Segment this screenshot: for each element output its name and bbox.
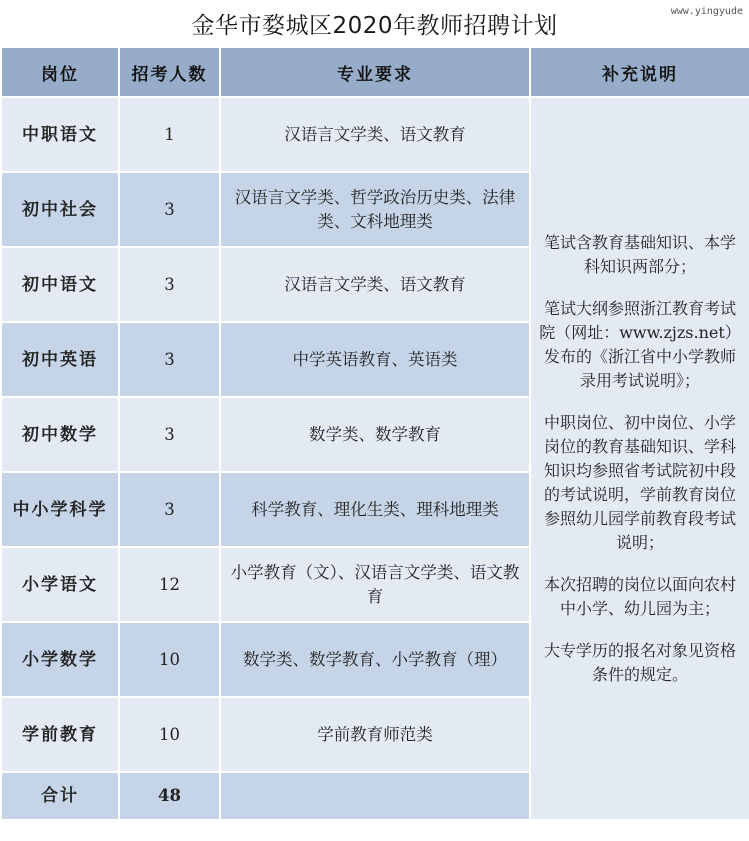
count-cell: 3 <box>119 472 220 547</box>
major-cell: 汉语言文学类、语文教育 <box>220 247 530 322</box>
notes-cell <box>530 97 749 820</box>
position-cell: 学前教育 <box>1 697 119 772</box>
position-cell: 初中数学 <box>1 397 119 472</box>
major-cell: 数学类、数学教育 <box>220 397 530 472</box>
note-item: 中职岗位、初中岗位、小学岗位的教育基础知识、学科知识均参照省考试院初中段的考试说明，学前教育岗位参照幼儿园学前教育段考试说明； <box>543 412 736 552</box>
count-cell: 1 <box>119 97 220 172</box>
note-item: 本次招聘的岗位以面向农村中小学、幼儿园为主； <box>543 574 736 618</box>
position-cell: 初中英语 <box>1 322 119 397</box>
count-cell: 3 <box>119 397 220 472</box>
count-cell: 10 <box>119 622 220 697</box>
header-row <box>1 47 749 97</box>
note-item: 笔试大纲参照浙江教育考试院（网址：www.zjzs.net）发布的《浙江省中小学教师录用考试说明》； <box>539 298 741 390</box>
position-cell: 初中社会 <box>1 172 119 247</box>
position-cell: 小学语文 <box>1 547 119 622</box>
recruitment-table <box>0 46 749 821</box>
major-cell: 数学类、数学教育、小学教育（理） <box>220 622 530 697</box>
header-notes: 补充说明 <box>530 47 749 97</box>
count-cell: 3 <box>119 247 220 322</box>
header-count: 招考人数 <box>119 47 220 97</box>
major-cell: 学前教育师范类 <box>220 697 530 772</box>
count-cell: 3 <box>119 322 220 397</box>
table-row <box>1 97 749 172</box>
position-cell: 中职语文 <box>1 97 119 172</box>
major-cell: 汉语言文学类、语文教育 <box>220 97 530 172</box>
page-title: 金华市婺城区2020年教师招聘计划 <box>191 12 558 39</box>
count-cell: 12 <box>119 547 220 622</box>
note-item: 大专学历的报名对象见资格条件的规定。 <box>543 640 736 684</box>
major-cell: 中学英语教育、英语类 <box>220 322 530 397</box>
position-cell: 初中语文 <box>1 247 119 322</box>
title-bar <box>0 0 749 46</box>
total-label: 合计 <box>1 772 119 820</box>
count-cell: 10 <box>119 697 220 772</box>
major-cell: 小学教育（文）、汉语言文学类、语文教育 <box>220 547 530 622</box>
total-major-blank <box>220 772 530 820</box>
watermark: www.yingyude <box>670 6 743 17</box>
count-cell: 3 <box>119 172 220 247</box>
position-cell: 中小学科学 <box>1 472 119 547</box>
major-cell: 汉语言文学类、哲学政治历史类、法律类、文科地理类 <box>220 172 530 247</box>
position-cell: 小学数学 <box>1 622 119 697</box>
note-item: 笔试含教育基础知识、本学科知识两部分； <box>543 232 736 276</box>
header-position: 岗位 <box>1 47 119 97</box>
header-major: 专业要求 <box>220 47 530 97</box>
major-cell: 科学教育、理化生类、理科地理类 <box>220 472 530 547</box>
total-count: 48 <box>119 772 220 820</box>
